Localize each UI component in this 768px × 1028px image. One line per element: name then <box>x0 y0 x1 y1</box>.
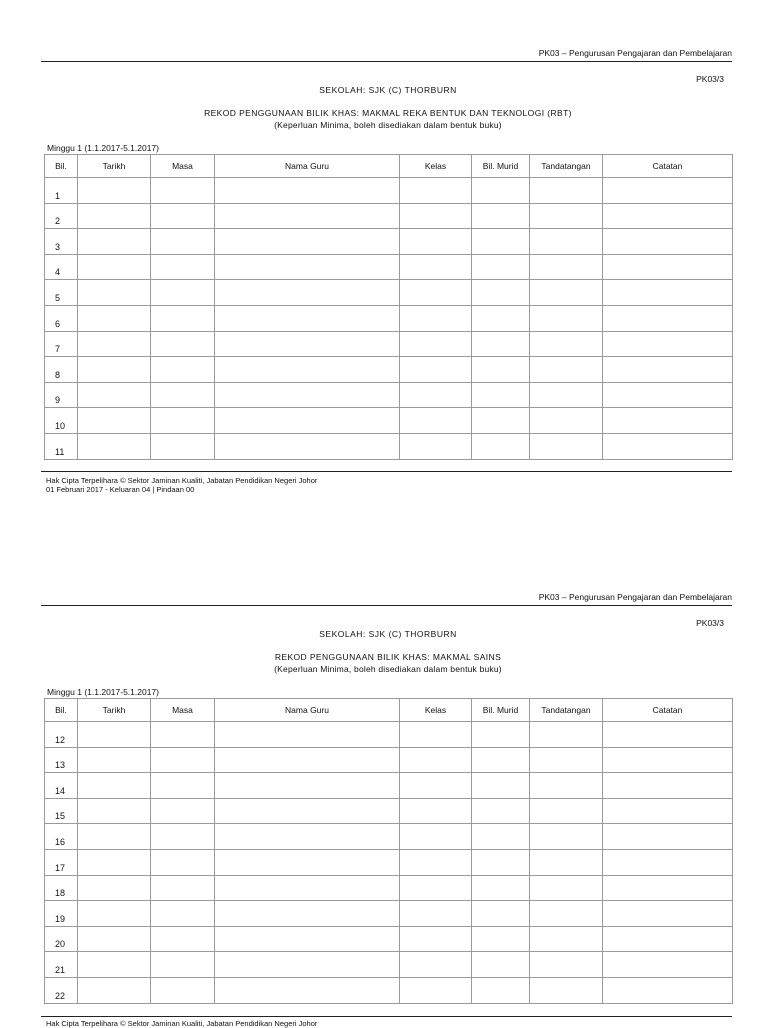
cell-tarikh[interactable] <box>78 773 151 799</box>
header-divider <box>41 61 732 62</box>
cell-bil-murid[interactable] <box>472 305 530 331</box>
table-row <box>45 254 733 280</box>
column-header-tandatangan: Tandatangan <box>530 699 603 722</box>
header-divider <box>41 605 732 606</box>
table-row <box>45 408 733 434</box>
cell-tandatangan[interactable] <box>530 408 603 434</box>
cell-nama-guru[interactable] <box>215 254 400 280</box>
cell-bil-murid[interactable] <box>472 926 530 952</box>
cell-masa[interactable] <box>151 178 215 204</box>
table-row <box>45 926 733 952</box>
cell-nama-guru[interactable] <box>215 798 400 824</box>
table-row <box>45 178 733 204</box>
cell-kelas[interactable] <box>400 433 472 459</box>
row-number: 10 <box>45 408 78 434</box>
form-code: PK03/3 <box>696 618 724 628</box>
column-header-tarikh: Tarikh <box>78 155 151 178</box>
table-body <box>45 178 733 460</box>
column-header-tarikh: Tarikh <box>78 699 151 722</box>
cell-masa[interactable] <box>151 773 215 799</box>
cell-nama-guru[interactable] <box>215 977 400 1003</box>
table-header-row <box>45 155 733 178</box>
cell-masa[interactable] <box>151 798 215 824</box>
cell-bil-murid[interactable] <box>472 824 530 850</box>
cell-nama-guru[interactable] <box>215 747 400 773</box>
cell-tandatangan[interactable] <box>530 280 603 306</box>
cell-tarikh[interactable] <box>78 357 151 383</box>
cell-nama-guru[interactable] <box>215 849 400 875</box>
cell-nama-guru[interactable] <box>215 773 400 799</box>
cell-bil-murid[interactable] <box>472 722 530 748</box>
cell-catatan[interactable] <box>603 357 733 383</box>
row-number: 8 <box>45 357 78 383</box>
cell-kelas[interactable] <box>400 382 472 408</box>
cell-masa[interactable] <box>151 254 215 280</box>
cell-catatan[interactable] <box>603 433 733 459</box>
cell-nama-guru[interactable] <box>215 280 400 306</box>
cell-bil-murid[interactable] <box>472 849 530 875</box>
cell-bil-murid[interactable] <box>472 203 530 229</box>
row-number: 6 <box>45 305 78 331</box>
cell-nama-guru[interactable] <box>215 433 400 459</box>
cell-nama-guru[interactable] <box>215 408 400 434</box>
column-header-masa: Masa <box>151 699 215 722</box>
cell-bil-murid[interactable] <box>472 977 530 1003</box>
cell-tarikh[interactable] <box>78 382 151 408</box>
cell-catatan[interactable] <box>603 722 733 748</box>
table-row <box>45 722 733 748</box>
cell-kelas[interactable] <box>400 798 472 824</box>
column-header-bil-murid: Bil. Murid <box>472 699 530 722</box>
cell-tarikh[interactable] <box>78 305 151 331</box>
column-header-nama-guru: Nama Guru <box>215 699 400 722</box>
document-header: PK03 – Pengurusan Pengajaran dan Pembelajaran <box>538 48 732 58</box>
cell-catatan[interactable] <box>603 926 733 952</box>
cell-catatan[interactable] <box>603 824 733 850</box>
cell-masa[interactable] <box>151 824 215 850</box>
table-row <box>45 977 733 1003</box>
cell-tarikh[interactable] <box>78 433 151 459</box>
cell-catatan[interactable] <box>603 254 733 280</box>
cell-nama-guru[interactable] <box>215 229 400 255</box>
cell-kelas[interactable] <box>400 875 472 901</box>
cell-tarikh[interactable] <box>78 824 151 850</box>
document-header: PK03 – Pengurusan Pengajaran dan Pembelajaran <box>538 592 732 602</box>
cell-tandatangan[interactable] <box>530 747 603 773</box>
cell-nama-guru[interactable] <box>215 178 400 204</box>
cell-tandatangan[interactable] <box>530 331 603 357</box>
row-number: 13 <box>45 747 78 773</box>
cell-masa[interactable] <box>151 382 215 408</box>
cell-tandatangan[interactable] <box>530 798 603 824</box>
table-row <box>45 952 733 978</box>
table-row <box>45 773 733 799</box>
row-number: 9 <box>45 382 78 408</box>
cell-bil-murid[interactable] <box>472 901 530 927</box>
cell-bil-murid[interactable] <box>472 747 530 773</box>
cell-kelas[interactable] <box>400 901 472 927</box>
footer-divider <box>41 1016 732 1017</box>
form-title: REKOD PENGGUNAAN BILIK KHAS: MAKMAL REKA BENTUK DAN TEKNOLOGI (RBT) <box>204 108 572 118</box>
cell-bil-murid[interactable] <box>472 773 530 799</box>
cell-bil-murid[interactable] <box>472 952 530 978</box>
week-label: Minggu 1 (1.1.2017-5.1.2017) <box>47 143 159 153</box>
cell-bil-murid[interactable] <box>472 382 530 408</box>
form-subtitle: (Keperluan Minima, boleh disediakan dalam bentuk buku) <box>274 664 502 674</box>
table-row <box>45 901 733 927</box>
column-header-nama-guru: Nama Guru <box>215 155 400 178</box>
cell-kelas[interactable] <box>400 773 472 799</box>
cell-nama-guru[interactable] <box>215 305 400 331</box>
cell-masa[interactable] <box>151 305 215 331</box>
form-code: PK03/3 <box>696 74 724 84</box>
cell-tandatangan[interactable] <box>530 875 603 901</box>
cell-tandatangan[interactable] <box>530 901 603 927</box>
cell-tandatangan[interactable] <box>530 357 603 383</box>
cell-kelas[interactable] <box>400 722 472 748</box>
table-row <box>45 747 733 773</box>
cell-masa[interactable] <box>151 977 215 1003</box>
row-number: 20 <box>45 926 78 952</box>
table-row <box>45 203 733 229</box>
cell-tarikh[interactable] <box>78 952 151 978</box>
cell-tarikh[interactable] <box>78 178 151 204</box>
cell-kelas[interactable] <box>400 178 472 204</box>
cell-tarikh[interactable] <box>78 901 151 927</box>
cell-catatan[interactable] <box>603 203 733 229</box>
cell-tandatangan[interactable] <box>530 305 603 331</box>
cell-masa[interactable] <box>151 747 215 773</box>
table-row <box>45 824 733 850</box>
row-number: 4 <box>45 254 78 280</box>
cell-bil-murid[interactable] <box>472 433 530 459</box>
column-header-bil: Bil. <box>45 155 78 178</box>
cell-tandatangan[interactable] <box>530 926 603 952</box>
cell-bil-murid[interactable] <box>472 229 530 255</box>
table-row <box>45 433 733 459</box>
cell-tandatangan[interactable] <box>530 433 603 459</box>
usage-log-table <box>44 698 733 1004</box>
week-label: Minggu 1 (1.1.2017-5.1.2017) <box>47 687 159 697</box>
footer-divider <box>41 471 732 472</box>
cell-kelas[interactable] <box>400 926 472 952</box>
issue-date-line: 01 Februari 2017 - Keluaran 04 | Pindaan 00 <box>46 485 195 494</box>
row-number: 12 <box>45 722 78 748</box>
cell-bil-murid[interactable] <box>472 331 530 357</box>
cell-nama-guru[interactable] <box>215 901 400 927</box>
cell-kelas[interactable] <box>400 305 472 331</box>
cell-nama-guru[interactable] <box>215 382 400 408</box>
cell-nama-guru[interactable] <box>215 722 400 748</box>
row-number: 19 <box>45 901 78 927</box>
cell-tandatangan[interactable] <box>530 722 603 748</box>
table-body <box>45 722 733 1004</box>
cell-catatan[interactable] <box>603 382 733 408</box>
table-header-row <box>45 699 733 722</box>
table-row <box>45 875 733 901</box>
cell-tandatangan[interactable] <box>530 382 603 408</box>
cell-catatan[interactable] <box>603 331 733 357</box>
cell-masa[interactable] <box>151 875 215 901</box>
cell-kelas[interactable] <box>400 280 472 306</box>
cell-kelas[interactable] <box>400 331 472 357</box>
cell-tarikh[interactable] <box>78 408 151 434</box>
cell-bil-murid[interactable] <box>472 178 530 204</box>
cell-masa[interactable] <box>151 203 215 229</box>
table-row <box>45 357 733 383</box>
cell-masa[interactable] <box>151 433 215 459</box>
form-subtitle: (Keperluan Minima, boleh disediakan dalam bentuk buku) <box>274 120 502 130</box>
cell-bil-murid[interactable] <box>472 280 530 306</box>
column-header-catatan: Catatan <box>603 155 733 178</box>
table-row <box>45 331 733 357</box>
cell-tandatangan[interactable] <box>530 773 603 799</box>
cell-masa[interactable] <box>151 357 215 383</box>
cell-tarikh[interactable] <box>78 977 151 1003</box>
cell-tandatangan[interactable] <box>530 849 603 875</box>
cell-nama-guru[interactable] <box>215 875 400 901</box>
column-header-kelas: Kelas <box>400 155 472 178</box>
row-number: 22 <box>45 977 78 1003</box>
cell-tarikh[interactable] <box>78 722 151 748</box>
cell-catatan[interactable] <box>603 229 733 255</box>
row-number: 3 <box>45 229 78 255</box>
column-header-masa: Masa <box>151 155 215 178</box>
cell-bil-murid[interactable] <box>472 798 530 824</box>
row-number: 7 <box>45 331 78 357</box>
cell-nama-guru[interactable] <box>215 926 400 952</box>
cell-masa[interactable] <box>151 849 215 875</box>
cell-bil-murid[interactable] <box>472 254 530 280</box>
row-number: 17 <box>45 849 78 875</box>
cell-bil-murid[interactable] <box>472 357 530 383</box>
cell-kelas[interactable] <box>400 357 472 383</box>
column-header-tandatangan: Tandatangan <box>530 155 603 178</box>
cell-tandatangan[interactable] <box>530 203 603 229</box>
row-number: 1 <box>45 178 78 204</box>
row-number: 5 <box>45 280 78 306</box>
table-row <box>45 305 733 331</box>
cell-nama-guru[interactable] <box>215 824 400 850</box>
cell-tarikh[interactable] <box>78 875 151 901</box>
column-header-kelas: Kelas <box>400 699 472 722</box>
school-name: SEKOLAH: SJK (C) THORBURN <box>319 629 457 639</box>
cell-tarikh[interactable] <box>78 331 151 357</box>
row-number: 15 <box>45 798 78 824</box>
cell-nama-guru[interactable] <box>215 357 400 383</box>
row-number: 2 <box>45 203 78 229</box>
cell-kelas[interactable] <box>400 849 472 875</box>
cell-nama-guru[interactable] <box>215 203 400 229</box>
cell-bil-murid[interactable] <box>472 875 530 901</box>
cell-tarikh[interactable] <box>78 926 151 952</box>
cell-tandatangan[interactable] <box>530 977 603 1003</box>
cell-catatan[interactable] <box>603 798 733 824</box>
cell-tarikh[interactable] <box>78 798 151 824</box>
column-header-bil-murid: Bil. Murid <box>472 155 530 178</box>
cell-masa[interactable] <box>151 722 215 748</box>
cell-catatan[interactable] <box>603 408 733 434</box>
copyright-line: Hak Cipta Terpelihara © Sektor Jaminan Kualiti, Jabatan Pendidikan Negeri Johor <box>46 476 318 485</box>
cell-kelas[interactable] <box>400 203 472 229</box>
table-row <box>45 280 733 306</box>
cell-catatan[interactable] <box>603 977 733 1003</box>
table-row <box>45 382 733 408</box>
cell-masa[interactable] <box>151 408 215 434</box>
row-number: 14 <box>45 773 78 799</box>
cell-catatan[interactable] <box>603 747 733 773</box>
table-row <box>45 849 733 875</box>
cell-catatan[interactable] <box>603 875 733 901</box>
cell-masa[interactable] <box>151 331 215 357</box>
row-number: 16 <box>45 824 78 850</box>
cell-kelas[interactable] <box>400 254 472 280</box>
cell-tarikh[interactable] <box>78 203 151 229</box>
school-name: SEKOLAH: SJK (C) THORBURN <box>319 85 457 95</box>
cell-nama-guru[interactable] <box>215 952 400 978</box>
cell-tarikh[interactable] <box>78 747 151 773</box>
cell-nama-guru[interactable] <box>215 331 400 357</box>
cell-tandatangan[interactable] <box>530 824 603 850</box>
table-row <box>45 229 733 255</box>
cell-tarikh[interactable] <box>78 280 151 306</box>
cell-catatan[interactable] <box>603 849 733 875</box>
cell-masa[interactable] <box>151 901 215 927</box>
cell-tandatangan[interactable] <box>530 254 603 280</box>
cell-masa[interactable] <box>151 952 215 978</box>
cell-kelas[interactable] <box>400 408 472 434</box>
column-header-catatan: Catatan <box>603 699 733 722</box>
cell-kelas[interactable] <box>400 952 472 978</box>
cell-tandatangan[interactable] <box>530 952 603 978</box>
cell-kelas[interactable] <box>400 747 472 773</box>
cell-catatan[interactable] <box>603 901 733 927</box>
row-number: 18 <box>45 875 78 901</box>
cell-tarikh[interactable] <box>78 229 151 255</box>
row-number: 21 <box>45 952 78 978</box>
row-number: 11 <box>45 433 78 459</box>
cell-catatan[interactable] <box>603 280 733 306</box>
cell-kelas[interactable] <box>400 229 472 255</box>
cell-masa[interactable] <box>151 926 215 952</box>
cell-masa[interactable] <box>151 229 215 255</box>
cell-tandatangan[interactable] <box>530 229 603 255</box>
cell-tarikh[interactable] <box>78 254 151 280</box>
usage-log-table <box>44 154 733 460</box>
cell-kelas[interactable] <box>400 824 472 850</box>
cell-catatan[interactable] <box>603 305 733 331</box>
cell-catatan[interactable] <box>603 178 733 204</box>
cell-tarikh[interactable] <box>78 849 151 875</box>
table-row <box>45 798 733 824</box>
form-title: REKOD PENGGUNAAN BILIK KHAS: MAKMAL SAINS <box>274 652 502 662</box>
cell-bil-murid[interactable] <box>472 408 530 434</box>
cell-kelas[interactable] <box>400 977 472 1003</box>
copyright-line: Hak Cipta Terpelihara © Sektor Jaminan Kualiti, Jabatan Pendidikan Negeri Johor <box>46 1019 318 1028</box>
column-header-bil: Bil. <box>45 699 78 722</box>
cell-masa[interactable] <box>151 280 215 306</box>
cell-catatan[interactable] <box>603 952 733 978</box>
cell-tandatangan[interactable] <box>530 178 603 204</box>
cell-catatan[interactable] <box>603 773 733 799</box>
